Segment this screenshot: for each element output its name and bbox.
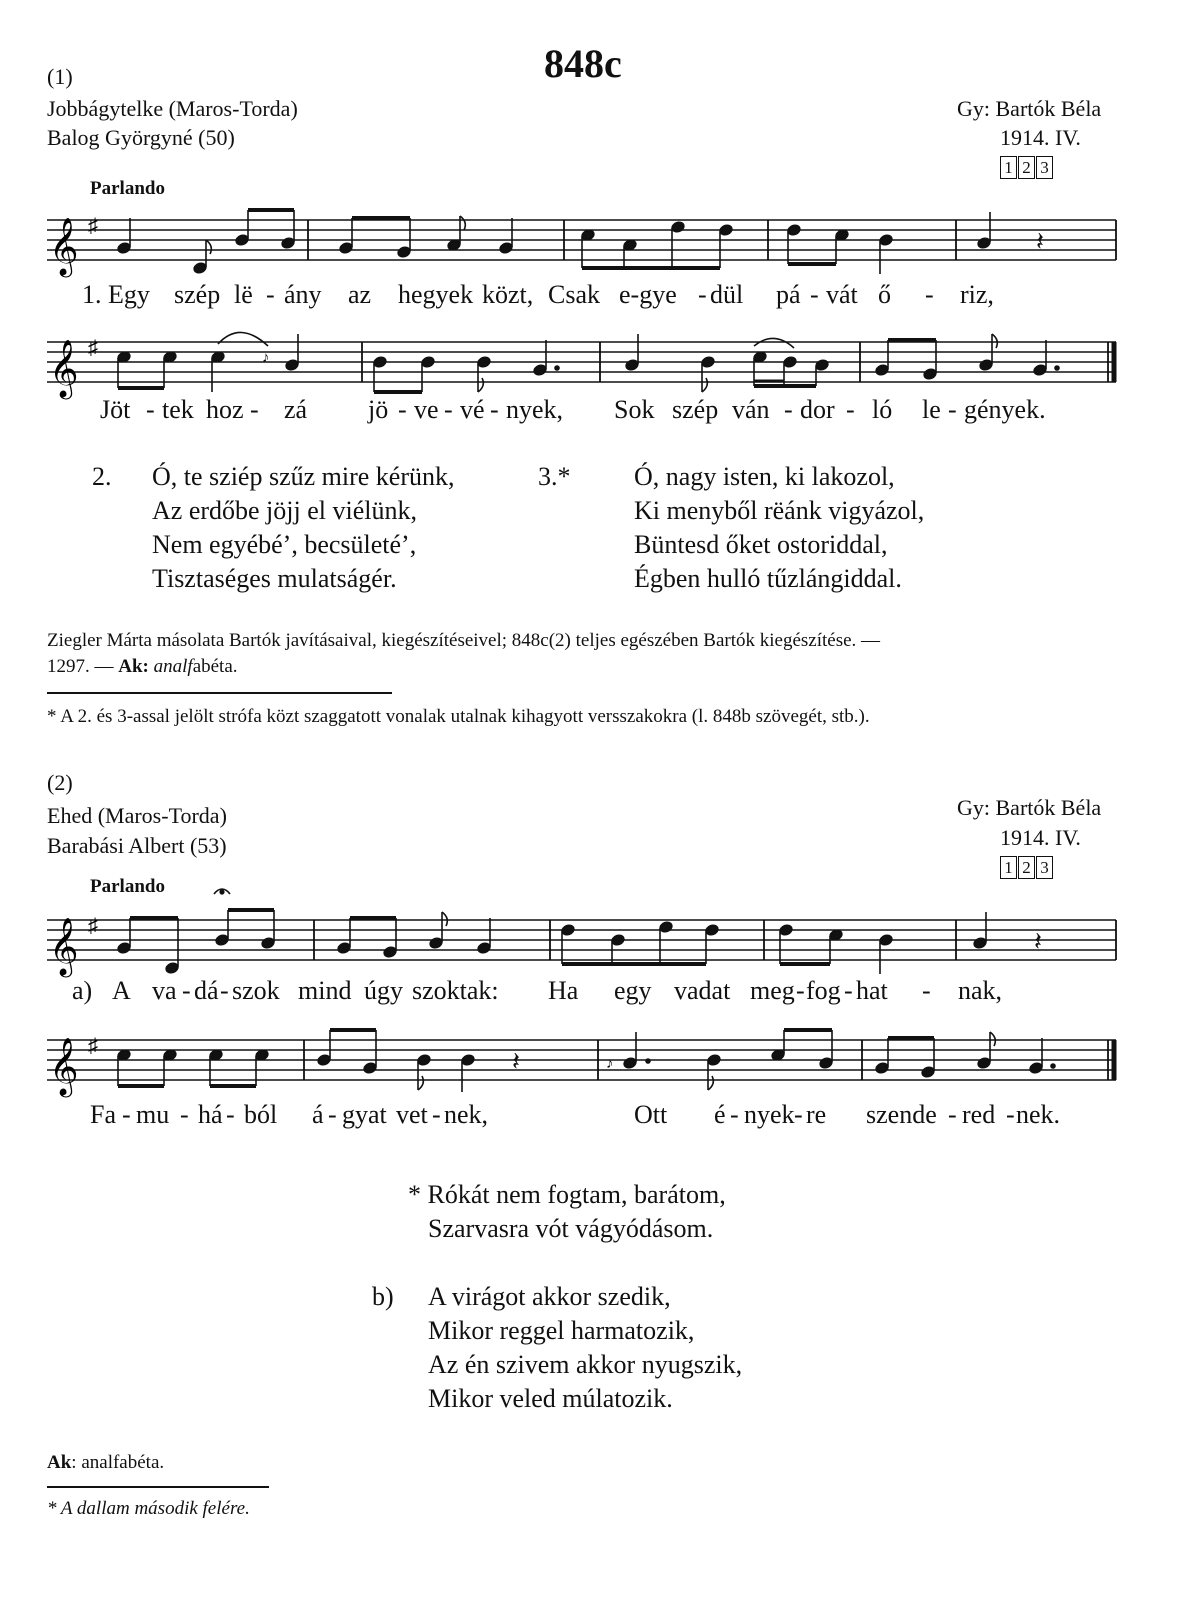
syllable: - [444,395,453,424]
note-text: 1297. — [47,656,114,677]
song-1-boxes [1000,156,1054,179]
song-1-collector: Gy: Bartók Béla [957,96,1102,121]
syllable: vát [826,280,858,309]
syllable: re [806,1100,827,1129]
syllable: meg [750,976,795,1005]
syllable: Ott [634,1100,668,1129]
stanza-b [428,1282,742,1418]
syllable: á [312,1100,324,1129]
syllable: red [962,1100,996,1129]
syllable: a) [72,976,93,1005]
verse-line: Ó, nagy isten, ki lakozol, [634,462,895,491]
syllable: szép [174,280,221,309]
sharp-icon: ♯ [88,337,98,359]
syllable: mu [136,1100,170,1129]
syllable: lë [234,280,253,309]
song-1-footnote: * A 2. és 3-assal jelölt strófa közt szaggatott vonalak utalnak kihagyott versszakokra (l. 848b szövegét, stb.). [47,706,870,727]
treble-clef-icon: 𝄞 [49,1038,79,1094]
syllable: Sok [614,395,655,424]
syllable: há [198,1100,223,1129]
verse-line: Mikor veled múlatozik. [428,1384,673,1413]
syllable: nek, [444,1100,489,1129]
song-1-tempo: Parlando [90,178,165,199]
song-1-date: 1914. IV. [1000,125,1081,150]
song-number: 848c [544,41,622,86]
stanza-b-label: b) [372,1282,394,1311]
syllable: ány [284,280,322,309]
syllable: úgy [364,976,403,1005]
song-2-collector: Gy: Bartók Béla [957,795,1102,820]
rest-icon: 𝄽 [1034,927,1042,956]
footnote-rule [47,1486,269,1488]
syllable: Jöt [100,395,131,424]
staff-lines [47,1040,1116,1080]
syllable: egy [614,976,652,1005]
syllable: - [948,395,957,424]
song-1-index: (1) [47,64,73,89]
song-2-tempo: Parlando [90,876,165,897]
box-1: 1 [1000,856,1017,879]
verse-line: Az én szivem akkor nyugszik, [428,1350,743,1379]
syllable: nyek, [506,395,564,424]
staff-lines [47,342,1116,382]
syllable: hat [856,976,888,1005]
syllable: Csak [548,280,600,309]
song-1-lyrics-line-2 [0,395,1200,429]
syllable: - [948,1100,957,1129]
note-text: abéta. [192,656,238,677]
verse-line: Tisztaséges mulatságér. [152,564,397,593]
verse-line: Mikor reggel harmatozik, [428,1316,695,1345]
box-3: 3 [1036,156,1053,179]
syllable: pá [776,280,801,309]
box-3: 3 [1036,856,1053,879]
song-2-date: 1914. IV. [1000,825,1081,850]
syllable: ló [872,395,893,424]
sharp-icon: ♯ [88,215,98,237]
staff-4 [0,1020,1200,1110]
sharp-icon: ♯ [88,915,98,937]
verse-line: Az erdőbe jöjj el viélünk, [152,496,417,525]
ak-label: Ak [47,1452,72,1473]
syllable: közt, [482,280,534,309]
syllable: tek [162,395,194,424]
syllable: - [810,280,819,309]
syllable: va [152,976,177,1005]
syllable: - [490,395,499,424]
svg-text:♪: ♪ [262,350,270,366]
syllable: szok [232,976,280,1005]
syllable: - [180,1100,189,1129]
syllable: gyat [342,1100,387,1129]
stanza-3 [634,462,924,598]
syllable: dül [710,280,744,309]
syllable: A [112,976,131,1005]
syllable: - [922,976,931,1005]
verse-line: Égben hulló tűzlángiddal. [634,564,902,593]
syllable: riz, [960,280,994,309]
syllable: gények. [964,395,1046,424]
verse-line: Szarvasra vót vágyódásom. [428,1214,714,1243]
syllable: vé [460,395,485,424]
syllable: - [796,976,805,1005]
syllable: - [226,1100,235,1129]
song-2-boxes [1000,856,1054,879]
song-2-lyrics-line-1 [0,976,1200,1010]
syllable: - [925,280,934,309]
verse-line: Büntesd őket ostoriddal, [634,530,888,559]
song-2-lyrics-line-2 [0,1100,1200,1134]
treble-clef-icon: 𝄞 [49,340,79,396]
syllable: - [266,280,275,309]
syllable: mind [298,976,352,1005]
syllable: az [348,280,372,309]
syllable: - [122,1100,131,1129]
syllable: zá [284,395,308,424]
verse-line: Ki menyből rëánk vigyázol, [634,496,925,525]
syllable: ból [244,1100,278,1129]
verse-line: * Rókát nem fogtam, barátom, [408,1180,726,1209]
notes [117,889,1042,974]
star-stanza [408,1180,726,1248]
verse-line: Ó, te sziép szűz mire kérünk, [152,462,455,491]
syllable: - [794,1100,803,1129]
song-1-singer: Balog Györgyné (50) [47,125,235,150]
verse-line: Nem egyébé’, becsületé’, [152,530,417,559]
syllable: Ha [548,976,579,1005]
syllable: - [146,395,155,424]
note-italic: analf [153,656,193,677]
song-1-location: Jobbágytelke (Maros-Torda) [47,96,298,121]
treble-clef-icon: 𝄞 [49,218,79,274]
stanza-2 [152,462,455,598]
rest-icon: 𝄽 [1036,227,1044,256]
syllable: szende [866,1100,937,1129]
footnote-rule [47,692,392,694]
syllable: dor [800,395,835,424]
box-1: 1 [1000,156,1017,179]
syllable: dá [194,976,219,1005]
treble-clef-icon: 𝄞 [49,918,79,974]
syllable: e-gye [619,280,677,309]
rest-icon: 𝄽 [512,1047,520,1076]
staff-1 [0,200,1200,290]
stanza-3-number: 3.* [538,462,571,491]
svg-text:♪: ♪ [606,1056,614,1072]
syllable: vet [396,1100,428,1129]
box-2: 2 [1018,156,1035,179]
syllable: - [844,976,853,1005]
syllable: - [250,395,259,424]
syllable: - [846,395,855,424]
syllable: nak, [958,976,1003,1005]
ak-text: : analfabéta. [71,1452,165,1473]
ak-label: Ak: [118,656,149,677]
verse-line: A virágot akkor szedik, [428,1282,671,1311]
syllable: nek. [1016,1100,1061,1129]
syllable: ván [732,395,770,424]
syllable: fog [806,976,841,1005]
syllable: - [698,280,707,309]
song-2-footnote: * A dallam második felére. [47,1498,250,1519]
syllable: le [922,395,941,424]
source-note-line-1: Ziegler Márta másolata Bartók javításaival, kiegészítéseivel; 848c(2) teljes egészében Bartók kiegészítése. — [47,630,881,651]
syllable: ve [414,395,439,424]
syllable: vadat [674,976,731,1005]
stanza-2-number: 2. [92,462,112,491]
song-2-index: (2) [47,770,73,795]
song-2-ak-note [47,1452,164,1474]
box-2: 2 [1018,856,1035,879]
syllable: 1. Egy [82,280,150,309]
syllable: - [220,976,229,1005]
syllable: hegyek [398,280,474,309]
syllable: szoktak: [412,976,499,1005]
song-1-lyrics-line-1 [0,280,1200,314]
syllable: Fa [90,1100,116,1129]
syllable: nyek [744,1100,795,1129]
syllable: é [714,1100,726,1129]
syllable: - [182,976,191,1005]
syllable: - [328,1100,337,1129]
syllable: ő [878,280,891,309]
syllable: - [432,1100,441,1129]
syllable: - [1006,1100,1015,1129]
syllable: - [398,395,407,424]
syllable: - [784,395,793,424]
song-2-singer: Barabási Albert (53) [47,833,227,858]
syllable: - [730,1100,739,1129]
source-note-line-2 [47,656,238,678]
syllable: szép [672,395,719,424]
syllable: hoz [206,395,244,424]
song-2-location: Ehed (Maros-Torda) [47,803,227,828]
sharp-icon: ♯ [88,1035,98,1057]
syllable: jö [368,395,389,424]
